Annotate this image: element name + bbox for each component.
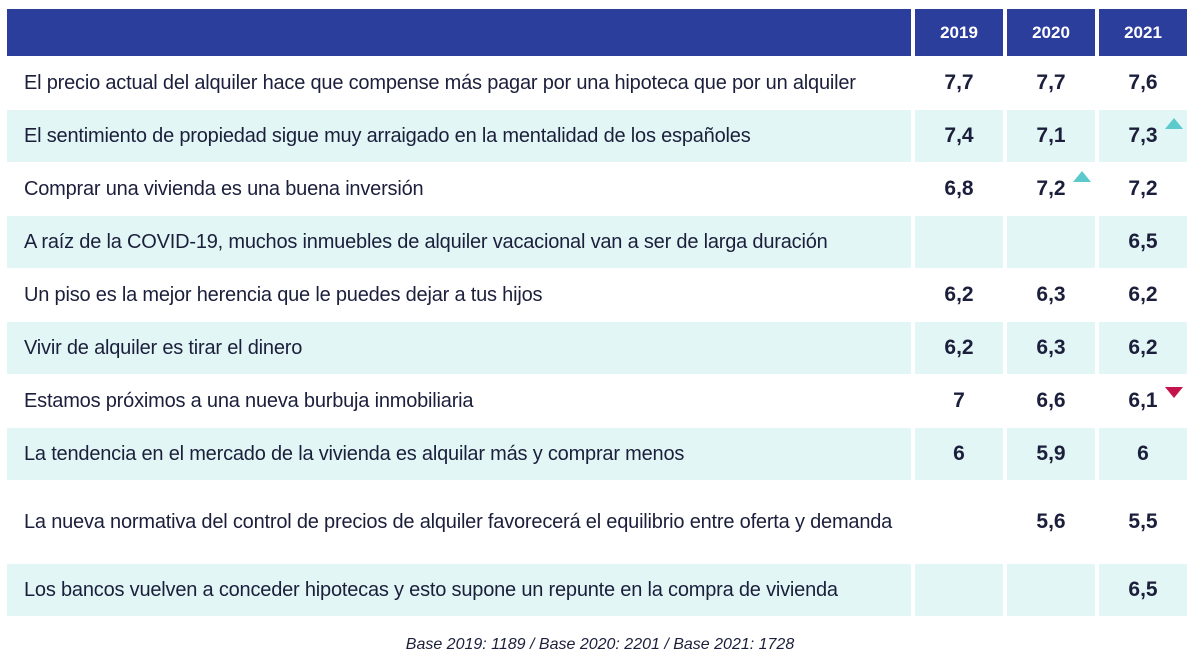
value-cell-2020	[1007, 57, 1095, 109]
table-row	[7, 481, 1187, 563]
table-row	[7, 322, 1187, 374]
value-cell-2021	[1099, 216, 1187, 268]
row-label: La nueva normativa del control de precios de alquiler favorecerá el equilibrio entre oferta y demanda	[24, 510, 893, 533]
table-row	[7, 57, 1187, 109]
value-cell-2019	[915, 322, 1003, 374]
up-triangle-icon	[1073, 171, 1091, 182]
row-label: Comprar una vivienda es una buena inversión	[24, 177, 424, 200]
value-text: 5,5	[1128, 510, 1158, 533]
table-row	[7, 110, 1187, 162]
value-cell-2019	[915, 375, 1003, 427]
column-header-2021: 2021	[1099, 9, 1187, 56]
value-cell-2021	[1099, 110, 1187, 162]
value-text: 6,8	[944, 177, 974, 200]
row-label: Los bancos vuelven a conceder hipotecas y esto supone un repunte en la compra de vivienda	[7, 564, 911, 616]
value-cell-2020	[1007, 564, 1095, 616]
value-text: 7,4	[944, 124, 974, 147]
value-cell-2020	[1007, 216, 1095, 268]
up-triangle-icon	[1165, 118, 1183, 129]
value-cell-2020	[1007, 322, 1095, 374]
column-header-2019: 2019	[915, 9, 1003, 56]
value-cell-2019	[915, 564, 1003, 616]
value-cell-2019	[915, 428, 1003, 480]
survey-table	[7, 9, 1187, 616]
table-row	[7, 564, 1187, 616]
column-header-2020: 2020	[1007, 9, 1095, 56]
value-cell-2021	[1099, 163, 1187, 215]
value-text: 6,2	[944, 336, 974, 359]
row-label: El sentimiento de propiedad sigue muy arraigado en la mentalidad de los españoles	[7, 110, 911, 162]
value-cell-2021	[1099, 375, 1187, 427]
value-text: 6,1	[1128, 389, 1158, 412]
value-text: 7	[953, 389, 965, 412]
value-cell-2021	[1099, 564, 1187, 616]
value-text: 7,2	[1036, 177, 1066, 200]
row-label: La tendencia en el mercado de la vivienda es alquilar más y comprar menos	[7, 428, 911, 480]
value-text: 6,2	[944, 283, 974, 306]
value-text: 7,1	[1036, 124, 1066, 147]
value-text: 5,6	[1036, 510, 1066, 533]
table-row	[7, 269, 1187, 321]
row-label: Vivir de alquiler es tirar el dinero	[7, 322, 911, 374]
value-text: 6,3	[1036, 336, 1066, 359]
value-text: 7,7	[1036, 71, 1066, 94]
value-cell-2019	[915, 481, 1003, 563]
value-cell-2019	[915, 110, 1003, 162]
value-cell-2020	[1007, 110, 1095, 162]
down-triangle-icon	[1165, 387, 1183, 398]
value-text: 6,2	[1128, 336, 1158, 359]
table-row	[7, 375, 1187, 427]
value-cell-2019	[915, 163, 1003, 215]
row-label: A raíz de la COVID-19, muchos inmuebles de alquiler vacacional van a ser de larga duración	[7, 216, 911, 268]
value-cell-2020	[1007, 163, 1095, 215]
value-cell-2021	[1099, 57, 1187, 109]
value-text: 7,6	[1128, 71, 1158, 94]
value-cell-2019	[915, 57, 1003, 109]
row-label: El precio actual del alquiler hace que compense más pagar por una hipoteca que por un alquiler	[24, 71, 856, 94]
value-cell-2020	[1007, 269, 1095, 321]
value-text: 6	[1137, 442, 1149, 465]
value-cell-2021	[1099, 269, 1187, 321]
value-cell-2021	[1099, 428, 1187, 480]
value-text: 6,3	[1036, 283, 1066, 306]
value-cell-2020	[1007, 428, 1095, 480]
value-cell-2020	[1007, 481, 1095, 563]
value-cell-2021	[1099, 481, 1187, 563]
footnote: Base 2019: 1189 / Base 2020: 2201 / Base 2021: 1728	[405, 636, 795, 653]
value-text: 6,2	[1128, 283, 1158, 306]
value-text: 7,7	[944, 71, 974, 94]
header-row	[7, 9, 1187, 56]
value-text: 6	[953, 442, 965, 465]
table-row	[7, 428, 1187, 480]
value-cell-2020	[1007, 375, 1095, 427]
value-text: 6,5	[1128, 230, 1158, 253]
row-label: Un piso es la mejor herencia que le puedes dejar a tus hijos	[24, 283, 543, 306]
value-text: 6,5	[1128, 578, 1158, 601]
value-cell-2019	[915, 216, 1003, 268]
row-label: Estamos próximos a una nueva burbuja inmobiliaria	[24, 389, 474, 412]
table-row	[7, 163, 1187, 215]
value-text: 5,9	[1036, 442, 1066, 465]
table-row	[7, 216, 1187, 268]
value-text: 7,3	[1128, 124, 1158, 147]
value-cell-2019	[915, 269, 1003, 321]
value-cell-2021	[1099, 322, 1187, 374]
value-text: 7,2	[1128, 177, 1158, 200]
header-blank	[7, 9, 911, 56]
value-text: 6,6	[1036, 389, 1066, 412]
